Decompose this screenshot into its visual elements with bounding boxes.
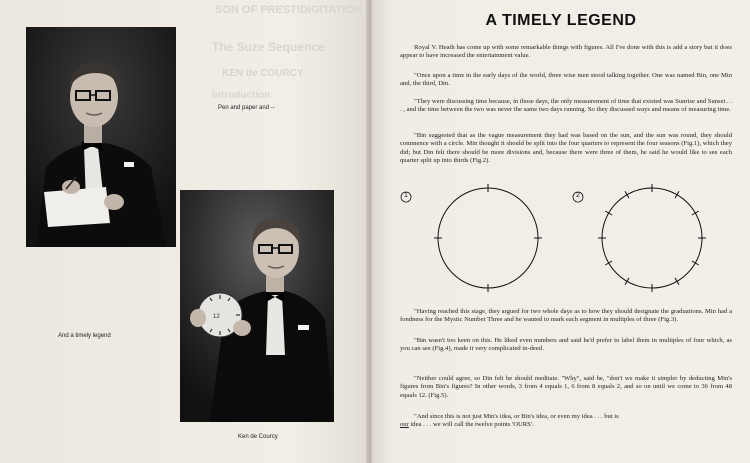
show-through-line-4: Introduction	[212, 90, 271, 101]
photo-clock-man	[180, 190, 334, 422]
figure-2-tick	[605, 261, 612, 265]
figure-1-circle	[428, 178, 548, 298]
caption-timely-legend: And a timely legend	[58, 333, 111, 339]
paragraph-intro: Royal V. Heath has come up with some remarkable things with figures. All I've done with this is add a story but it does appear to have increased the entertainment value.	[400, 44, 732, 60]
paragraph-discussing-time: "They were discussing time because, in those days, the only measurement of time that existed was Sunrise and Sunset . . . , and the time between the two was never the same two days running. So they discussed ways and means of measuring time.	[400, 98, 732, 114]
caption-ken-de-courcy: Ken de Courcy	[238, 434, 278, 440]
figure-2-tick	[605, 211, 612, 215]
show-through-line-3: KEN de COURCY	[222, 68, 304, 79]
figure-1-number: 1	[404, 192, 408, 199]
our-underlined: our	[400, 421, 409, 429]
left-page	[0, 0, 368, 463]
figure-2-tick	[625, 191, 629, 198]
caption-pen-and-paper: Pen and paper and --	[218, 105, 275, 111]
paragraph-not-just-mins-text: "And since this is not just Min's idea, or Bin's idea, or even my idea . . . but is	[414, 413, 619, 420]
paragraph-having-reached: "Having reached this stage, they argued for two whole days as to how they should designate the graduations. Min had a fondness for the Mystic Number Three and he wanted to mark each segment in multiples of three (Fig.3).	[400, 308, 732, 324]
figure-2-tick	[692, 211, 699, 215]
page-title: A TIMELY LEGEND	[485, 12, 637, 29]
photo-clock-image	[180, 190, 334, 422]
our-idea-post: idea . . . we will call the twelve points 'OURS'.	[408, 421, 534, 429]
show-through-line-1: SON OF PRESTIDIGITATION	[215, 4, 362, 16]
figure-2-label	[574, 192, 578, 199]
figure-2-tick	[692, 261, 699, 265]
figure-2-number: 2	[576, 192, 580, 199]
figure-1-label	[402, 192, 406, 199]
figure-2-tick	[625, 278, 629, 285]
photo-writing-man	[26, 27, 176, 247]
paragraph-neither-agree: "Neither could agree, so Din felt he should meditate. "Why", said he, "don't we make it simpler by deducting Min's figures from Bin's figures? In other words, 3 from 4 equals 1, 6 from 8 equals 2, and so on until we come to 36 from 48 equals 12. (Fig.5).	[400, 375, 732, 399]
figure-2-tick	[675, 191, 679, 198]
figure-2-tick	[675, 278, 679, 285]
paragraph-our-idea	[400, 421, 732, 429]
paragraph-bin-suggested: "Bin suggested that as the vague measurement they had was based on the sun, and the sun was round, they should commence with a circle. Min thought it should be split into the four quarters to represent the four seasons (Fig.1), which they did; but Din felt there should be more divisions and, because there were three of them, he said he would like to see each quarter split up into thirds (Fig.2).	[400, 132, 732, 164]
photo-writing-image	[26, 27, 176, 247]
figure-2-circle	[592, 178, 712, 298]
paragraph-bin-wasnt-keen: "Bin wasn't too keen on this. He liked even numbers and said he'd prefer to label them in multiples of four which, as you can see (Fig.4), made it very complicated in-deed.	[400, 337, 732, 353]
paragraph-not-just-mins	[400, 413, 732, 430]
show-through-line-2: The Suze Sequence	[212, 40, 325, 54]
svg-text:12: 12	[213, 314, 220, 320]
paragraph-once-upon: "Once upon a time in the early days of the world, three wise men stood talking together. One was named Bin, one Min and, the third, Din.	[400, 72, 732, 88]
